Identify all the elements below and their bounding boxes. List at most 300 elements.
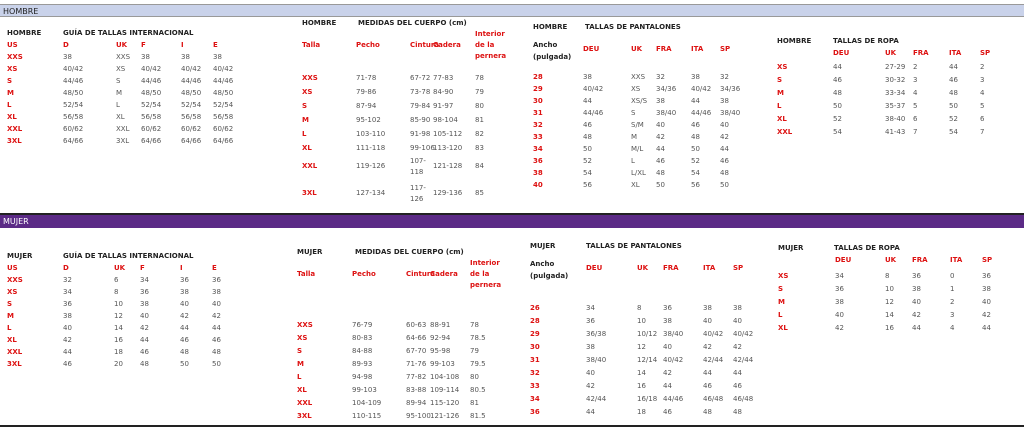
clothes-table-cell: L xyxy=(778,311,783,319)
intl-table-cell: 44 xyxy=(180,324,189,332)
intl-table-cell: 18 xyxy=(114,348,123,356)
intl-table-cell: 60/62 xyxy=(181,125,202,133)
body-table-cell: 81 xyxy=(475,116,484,124)
body-table-cell: M xyxy=(302,116,309,124)
intl-table-cell: 38 xyxy=(180,288,189,296)
body-table-cell: 64-66 xyxy=(406,334,427,342)
pants-table-cell: 12 xyxy=(637,343,646,351)
body-table-cell: 79-86 xyxy=(356,88,377,96)
clothes-section-title: TALLAS DE ROPA xyxy=(833,37,899,45)
pants-table-cell: 40 xyxy=(663,343,672,351)
pants-table-cell: 48 xyxy=(691,133,700,141)
pants-table-cell: XL xyxy=(631,181,640,189)
intl-table-cell: 60/62 xyxy=(213,125,234,133)
clothes-table-cell: 36 xyxy=(982,272,991,280)
pants-width-label: Ancho (pulgada) xyxy=(530,260,569,280)
intl-table-cell: XS xyxy=(116,65,126,73)
pants-section-title: TALLAS DE PANTALONES xyxy=(585,23,681,31)
intl-table-cell: 46 xyxy=(140,348,149,356)
pants-table-cell: 40 xyxy=(586,369,595,377)
intl-column-header: F xyxy=(141,41,146,49)
clothes-table-cell: 7 xyxy=(913,128,918,136)
hombre-panel xyxy=(0,17,1024,215)
intl-table-cell: 48 xyxy=(180,348,189,356)
body-table-cell: 84-90 xyxy=(433,88,454,96)
body-table-cell: 67-72 xyxy=(410,74,431,82)
pants-table-cell: 42 xyxy=(720,133,729,141)
clothes-table-cell: 4 xyxy=(913,89,918,97)
pants-table-cell: 14 xyxy=(637,369,646,377)
pants-table-cell: 46 xyxy=(656,157,665,165)
clothes-column-header: FRA xyxy=(912,256,928,264)
intl-table-cell: XXS xyxy=(7,53,23,61)
body-table-cell: 111-118 xyxy=(356,144,386,152)
pants-table-cell: 34 xyxy=(533,145,543,153)
intl-table-cell: XS xyxy=(7,65,18,73)
pants-section-label: HOMBRE xyxy=(533,23,568,31)
intl-table-cell: XXS xyxy=(116,53,131,61)
intl-table-cell: 36 xyxy=(212,276,221,284)
body-table-cell: 89-93 xyxy=(352,360,373,368)
body-table-cell: 78 xyxy=(475,74,484,82)
body-table-cell: XXL xyxy=(302,162,318,170)
pants-table-cell: 40/42 xyxy=(583,85,604,93)
clothes-table-cell: 3 xyxy=(950,311,955,319)
body-table-cell: 91-97 xyxy=(433,102,454,110)
body-table-cell: 87-94 xyxy=(356,102,377,110)
intl-column-header: I xyxy=(180,264,183,272)
pants-table-cell: 40 xyxy=(656,121,665,129)
intl-table-cell: 52/54 xyxy=(141,101,162,109)
clothes-table-cell: 50 xyxy=(949,102,958,110)
clothes-table-cell: L xyxy=(777,102,782,110)
clothes-table-cell: 30-32 xyxy=(885,76,906,84)
body-table-cell: 80.5 xyxy=(470,386,486,394)
intl-column-header: UK xyxy=(116,41,128,49)
intl-section-label: HOMBRE xyxy=(7,29,42,37)
pants-table-cell: 36/38 xyxy=(586,330,607,338)
pants-table-cell: 44/46 xyxy=(663,395,684,403)
pants-table-cell: 38/40 xyxy=(720,109,741,117)
intl-table-cell: 32 xyxy=(63,276,72,284)
pants-table-cell: 38 xyxy=(586,343,595,351)
intl-table-cell: 42 xyxy=(212,312,221,320)
clothes-table-cell: 2 xyxy=(980,63,985,71)
clothes-column-header: SP xyxy=(980,49,991,57)
clothes-table-cell: 34 xyxy=(835,272,844,280)
body-column-header: Cadera xyxy=(433,41,461,49)
intl-table-cell: 50 xyxy=(180,360,189,368)
body-table-cell: 80 xyxy=(470,373,479,381)
intl-table-cell: 38 xyxy=(213,53,222,61)
intl-table-cell: L xyxy=(7,324,12,332)
clothes-table-cell: 38 xyxy=(982,285,991,293)
body-table-cell: 127-134 xyxy=(356,189,386,197)
body-table-cell: 79 xyxy=(470,347,479,355)
intl-table-cell: 10 xyxy=(114,300,123,308)
body-column-header: Cintura xyxy=(406,270,436,278)
intl-table-cell: XXL xyxy=(7,125,23,133)
clothes-column-header: SP xyxy=(982,256,993,264)
pants-table-cell: 46 xyxy=(733,382,742,390)
intl-table-cell: 44 xyxy=(212,324,221,332)
pants-table-cell: 46/48 xyxy=(733,395,754,403)
body-column-header: Talla xyxy=(302,41,321,49)
clothes-table-cell: 46 xyxy=(833,76,842,84)
body-section-label: HOMBRE xyxy=(302,19,337,27)
pants-table-cell: 38/40 xyxy=(663,330,684,338)
intl-table-cell: 64/66 xyxy=(181,137,202,145)
pants-table-cell: 34 xyxy=(530,395,540,403)
body-table-cell: 110-115 xyxy=(352,412,382,420)
pants-column-header: FRA xyxy=(663,264,679,272)
pants-table-cell: 36 xyxy=(663,304,672,312)
body-table-cell: 115-120 xyxy=(430,399,460,407)
pants-table-cell: 42 xyxy=(733,343,742,351)
intl-table-cell: 40/42 xyxy=(141,65,162,73)
intl-table-cell: 40 xyxy=(180,300,189,308)
body-table-cell: 73-78 xyxy=(410,88,431,96)
pants-table-cell: 44 xyxy=(703,369,712,377)
pants-table-cell: 31 xyxy=(533,109,543,117)
intl-column-header: US xyxy=(7,264,18,272)
body-section-title: MEDIDAS DEL CUERPO (cm) xyxy=(358,19,467,27)
pants-table-cell: L/XL xyxy=(631,169,646,177)
pants-table-cell: 50 xyxy=(583,145,592,153)
clothes-table-cell: 12 xyxy=(885,298,894,306)
pants-table-cell: 29 xyxy=(533,85,543,93)
intl-section-title: GUÍA DE TALLAS INTERNACIONAL xyxy=(63,252,194,260)
body-table-cell: 80 xyxy=(475,102,484,110)
intl-table-cell: 38 xyxy=(63,53,72,61)
pants-table-cell: 32 xyxy=(530,369,540,377)
pants-table-cell: M/L xyxy=(631,145,644,153)
mujer-panel xyxy=(0,228,1024,427)
pants-table-cell: 40 xyxy=(533,181,543,189)
intl-table-cell: 42 xyxy=(180,312,189,320)
clothes-section-label: HOMBRE xyxy=(777,37,812,45)
clothes-table-cell: 48 xyxy=(949,89,958,97)
pants-table-cell: 34/36 xyxy=(720,85,741,93)
intl-column-header: UK xyxy=(114,264,126,272)
clothes-table-cell: 35-37 xyxy=(885,102,906,110)
pants-table-cell: 38 xyxy=(663,317,672,325)
pants-table-cell: 38/40 xyxy=(656,109,677,117)
mujer-section-band: MUJER xyxy=(0,215,1024,228)
body-table-cell: 83 xyxy=(475,144,484,152)
intl-table-cell: S xyxy=(7,300,13,308)
body-table-cell: 95-102 xyxy=(356,116,381,124)
body-table-cell: XXS xyxy=(302,74,318,82)
pants-table-cell: XS/S xyxy=(631,97,648,105)
pants-table-cell: 46 xyxy=(691,121,700,129)
body-table-cell: XS xyxy=(297,334,308,342)
pants-table-cell: 38 xyxy=(691,73,700,81)
intl-table-cell: M xyxy=(7,89,14,97)
body-table-cell: 71-78 xyxy=(356,74,377,82)
pants-table-cell: 46 xyxy=(583,121,592,129)
pants-table-cell: 44 xyxy=(583,97,592,105)
pants-table-cell: 29 xyxy=(530,330,540,338)
clothes-table-cell: 42 xyxy=(912,311,921,319)
intl-column-header: F xyxy=(140,264,145,272)
intl-table-cell: 34 xyxy=(140,276,149,284)
intl-table-cell: 40/42 xyxy=(181,65,202,73)
intl-table-cell: XL xyxy=(7,336,17,344)
clothes-table-cell: 46 xyxy=(949,76,958,84)
body-table-cell: 77-82 xyxy=(406,373,427,381)
pants-table-cell: 46 xyxy=(720,157,729,165)
intl-table-cell: 64/66 xyxy=(141,137,162,145)
intl-table-cell: 36 xyxy=(63,300,72,308)
clothes-table-cell: 38-40 xyxy=(885,115,906,123)
body-table-cell: 104-109 xyxy=(352,399,382,407)
pants-table-cell: 28 xyxy=(530,317,540,325)
pants-table-cell: 56 xyxy=(583,181,592,189)
pants-table-cell: 42 xyxy=(703,343,712,351)
clothes-table-cell: 41-43 xyxy=(885,128,906,136)
clothes-table-cell: M xyxy=(777,89,784,97)
clothes-table-cell: 40 xyxy=(912,298,921,306)
clothes-table-cell: 54 xyxy=(833,128,842,136)
pants-table-cell: 26 xyxy=(530,304,540,312)
body-table-cell: 85-90 xyxy=(410,116,431,124)
pants-table-cell: 38/40 xyxy=(586,356,607,364)
clothes-table-cell: XXL xyxy=(777,128,793,136)
pants-column-header: FRA xyxy=(656,45,672,53)
clothes-column-header: FRA xyxy=(913,49,929,57)
body-table-cell: 84 xyxy=(475,162,484,170)
intl-table-cell: S xyxy=(7,77,13,85)
pants-table-cell: 42/44 xyxy=(586,395,607,403)
pants-table-cell: 44 xyxy=(586,408,595,416)
intl-column-header: E xyxy=(213,41,218,49)
clothes-table-cell: 4 xyxy=(980,89,985,97)
clothes-table-cell: 0 xyxy=(950,272,955,280)
clothes-table-cell: 5 xyxy=(913,102,918,110)
intl-table-cell: 14 xyxy=(114,324,123,332)
pants-table-cell: 54 xyxy=(583,169,592,177)
pants-table-cell: 42 xyxy=(663,369,672,377)
clothes-table-cell: 38 xyxy=(835,298,844,306)
intl-table-cell: 16 xyxy=(114,336,123,344)
clothes-table-cell: 52 xyxy=(949,115,958,123)
body-table-cell: XS xyxy=(302,88,313,96)
body-column-header: Interior de la pernera xyxy=(470,259,502,289)
intl-table-cell: 36 xyxy=(180,276,189,284)
body-table-cell: 95-100 xyxy=(406,412,431,420)
intl-table-cell: 64/66 xyxy=(63,137,84,145)
body-table-cell: L xyxy=(297,373,302,381)
pants-section-title: TALLAS DE PANTALONES xyxy=(586,242,682,250)
intl-table-cell: 48/50 xyxy=(141,89,162,97)
intl-table-cell: 6 xyxy=(114,276,119,284)
body-table-cell: S xyxy=(297,347,303,355)
pants-column-header: UK xyxy=(631,45,643,53)
body-table-cell: M xyxy=(297,360,304,368)
intl-table-cell: 36 xyxy=(140,288,149,296)
pants-table-cell: 52 xyxy=(691,157,700,165)
body-table-cell: S xyxy=(302,102,308,110)
clothes-table-cell: 7 xyxy=(980,128,985,136)
intl-column-header: I xyxy=(181,41,184,49)
pants-table-cell: 50 xyxy=(720,181,729,189)
intl-table-cell: L xyxy=(116,101,120,109)
clothes-table-cell: 42 xyxy=(982,311,991,319)
intl-table-cell: L xyxy=(7,101,12,109)
intl-table-cell: 8 xyxy=(114,288,119,296)
body-table-cell: L xyxy=(302,130,307,138)
pants-table-cell: XS xyxy=(631,85,641,93)
pants-table-cell: 48 xyxy=(703,408,712,416)
pants-table-cell: 12/14 xyxy=(637,356,658,364)
pants-table-cell: 36 xyxy=(533,157,543,165)
clothes-table-cell: 2 xyxy=(950,298,955,306)
intl-table-cell: XS xyxy=(7,288,18,296)
body-column-header: Pecho xyxy=(356,41,380,49)
intl-column-header: D xyxy=(63,264,69,272)
body-table-cell: 95-98 xyxy=(430,347,451,355)
pants-column-header: SP xyxy=(733,264,744,272)
clothes-section-title: TALLAS DE ROPA xyxy=(834,244,900,252)
clothes-table-cell: 36 xyxy=(912,272,921,280)
pants-table-cell: 36 xyxy=(530,408,540,416)
intl-table-cell: 56/58 xyxy=(181,113,202,121)
intl-table-cell: 38 xyxy=(63,312,72,320)
intl-table-cell: 52/54 xyxy=(63,101,84,109)
intl-table-cell: M xyxy=(7,312,14,320)
pants-table-cell: 42/44 xyxy=(703,356,724,364)
intl-table-cell: 3XL xyxy=(7,137,22,145)
pants-table-cell: 50 xyxy=(691,145,700,153)
intl-table-cell: 20 xyxy=(114,360,123,368)
body-table-cell: XXL xyxy=(297,399,313,407)
pants-table-cell: 42 xyxy=(656,133,665,141)
clothes-table-cell: 44 xyxy=(982,324,991,332)
pants-table-cell: S/M xyxy=(631,121,644,129)
intl-table-cell: 52/54 xyxy=(213,101,234,109)
clothes-table-cell: 16 xyxy=(885,324,894,332)
body-table-cell: 85 xyxy=(475,189,484,197)
pants-table-cell: 44 xyxy=(720,145,729,153)
pants-table-cell: L xyxy=(631,157,635,165)
clothes-table-cell: 42 xyxy=(835,324,844,332)
body-table-cell: 104-108 xyxy=(430,373,460,381)
pants-table-cell: 40 xyxy=(703,317,712,325)
intl-table-cell: 38 xyxy=(141,53,150,61)
clothes-table-cell: S xyxy=(777,76,783,84)
clothes-table-cell: XS xyxy=(777,63,788,71)
body-table-cell: 109-114 xyxy=(430,386,460,394)
intl-table-cell: 3XL xyxy=(116,137,130,145)
body-table-cell: 105-112 xyxy=(433,130,463,138)
pants-table-cell: 56 xyxy=(691,181,700,189)
intl-table-cell: 60/62 xyxy=(63,125,84,133)
pants-table-cell: 33 xyxy=(533,133,543,141)
pants-table-cell: 44/46 xyxy=(691,109,712,117)
pants-table-cell: 46 xyxy=(703,382,712,390)
intl-table-cell: XL xyxy=(116,113,125,121)
body-table-cell: 121-126 xyxy=(430,412,460,420)
intl-table-cell: 40/42 xyxy=(213,65,234,73)
pants-table-cell: 50 xyxy=(656,181,665,189)
pants-table-cell: 44 xyxy=(656,145,665,153)
pants-table-cell: 38 xyxy=(533,169,543,177)
pants-table-cell: 38 xyxy=(703,304,712,312)
body-table-cell: 76-79 xyxy=(352,321,373,329)
body-table-cell: 3XL xyxy=(302,189,317,197)
pants-table-cell: XXS xyxy=(631,73,646,81)
clothes-section-label: MUJER xyxy=(778,244,804,252)
body-table-cell: 79.5 xyxy=(470,360,486,368)
pants-column-header: SP xyxy=(720,45,731,53)
pants-table-cell: 48 xyxy=(720,169,729,177)
pants-table-cell: 40/42 xyxy=(663,356,684,364)
clothes-table-cell: 3 xyxy=(980,76,985,84)
pants-table-cell: 34 xyxy=(586,304,595,312)
clothes-table-cell: XL xyxy=(778,324,788,332)
pants-table-cell: 40/42 xyxy=(733,330,754,338)
clothes-table-cell: 10 xyxy=(885,285,894,293)
intl-table-cell: 40/42 xyxy=(63,65,84,73)
pants-table-cell: 52 xyxy=(583,157,592,165)
intl-table-cell: 56/58 xyxy=(213,113,234,121)
body-table-cell: 92-94 xyxy=(430,334,451,342)
body-table-cell: 99-106 xyxy=(410,144,435,152)
clothes-table-cell: 27-29 xyxy=(885,63,906,71)
pants-table-cell: 38 xyxy=(733,304,742,312)
pants-column-header: UK xyxy=(637,264,649,272)
body-table-cell: 107-118 xyxy=(410,157,426,176)
pants-table-cell: 32 xyxy=(533,121,543,129)
intl-table-cell: 46 xyxy=(63,360,72,368)
hombre-section-band: HOMBRE xyxy=(0,4,1024,17)
body-table-cell: 81 xyxy=(470,399,479,407)
body-column-header: Cadera xyxy=(430,270,458,278)
intl-table-cell: 50 xyxy=(212,360,221,368)
pants-table-cell: 32 xyxy=(720,73,729,81)
intl-table-cell: 42 xyxy=(63,336,72,344)
clothes-table-cell: 1 xyxy=(950,285,955,293)
intl-column-header: US xyxy=(7,41,18,49)
intl-table-cell: 34 xyxy=(63,288,72,296)
pants-table-cell: 44 xyxy=(691,97,700,105)
intl-table-cell: 38 xyxy=(181,53,190,61)
body-table-cell: 67-70 xyxy=(406,347,427,355)
body-table-cell: 79 xyxy=(475,88,484,96)
intl-table-cell: 38 xyxy=(212,288,221,296)
intl-table-cell: 12 xyxy=(114,312,123,320)
clothes-table-cell: 8 xyxy=(885,272,890,280)
body-table-cell: 78 xyxy=(470,321,479,329)
pants-table-cell: 44 xyxy=(733,369,742,377)
body-table-cell: 89-94 xyxy=(406,399,427,407)
body-table-cell: 99-103 xyxy=(430,360,455,368)
intl-section-title: GUÍA DE TALLAS INTERNACIONAL xyxy=(63,29,194,37)
pants-column-header: ITA xyxy=(703,264,716,272)
pants-width-label: Ancho (pulgada) xyxy=(533,41,572,61)
intl-table-cell: 44 xyxy=(140,336,149,344)
pants-table-cell: 10 xyxy=(637,317,646,325)
clothes-table-cell: 38 xyxy=(912,285,921,293)
pants-table-cell: 16 xyxy=(637,382,646,390)
intl-table-cell: 56/58 xyxy=(63,113,84,121)
clothes-table-cell: 52 xyxy=(833,115,842,123)
pants-table-cell: 31 xyxy=(530,356,540,364)
body-table-cell: 79-84 xyxy=(410,102,431,110)
pants-table-cell: 48 xyxy=(583,133,592,141)
clothes-table-cell: S xyxy=(778,285,784,293)
